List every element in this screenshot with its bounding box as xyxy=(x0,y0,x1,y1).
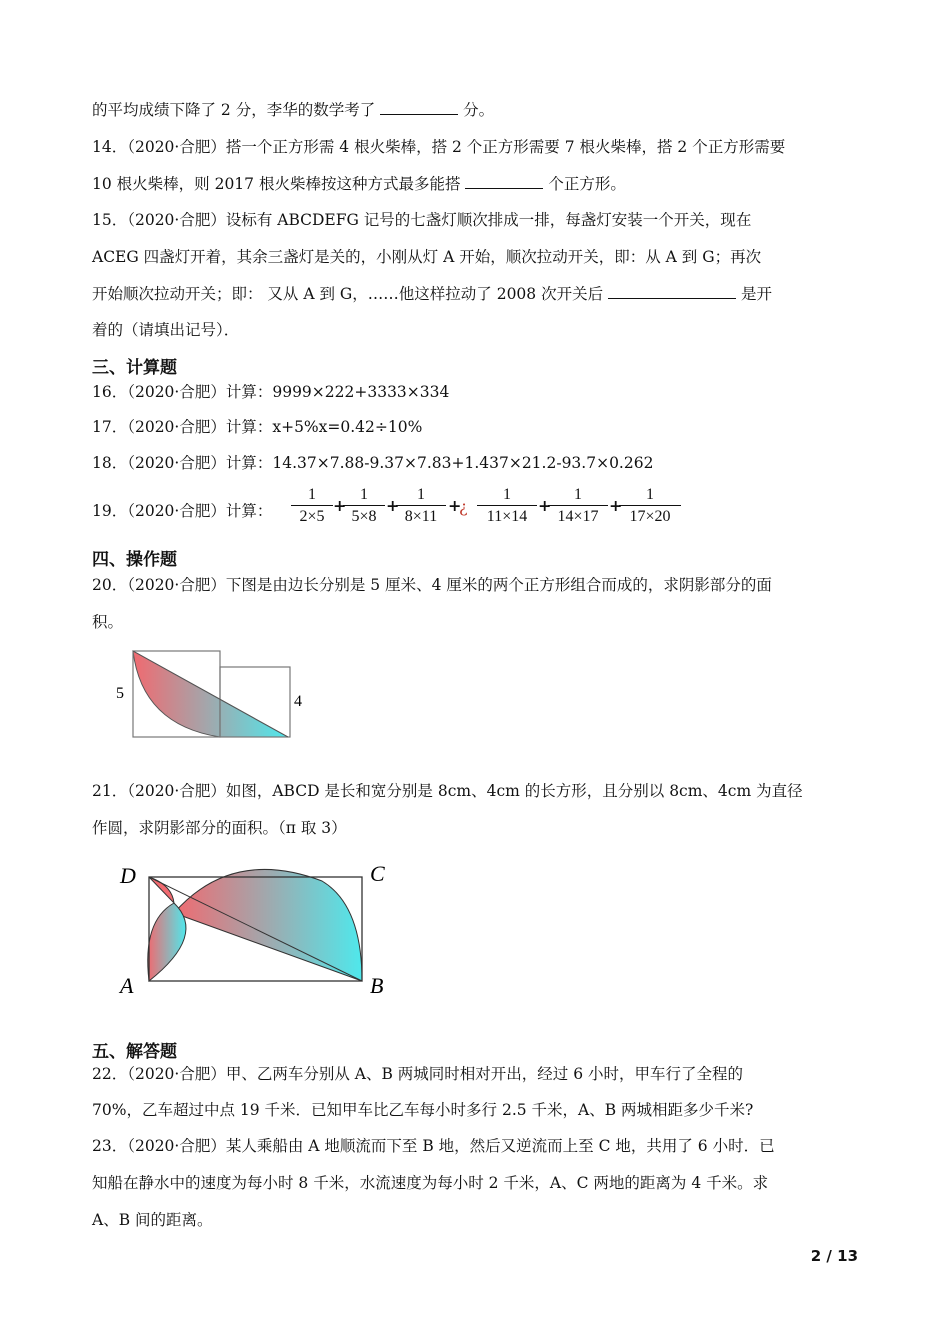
q15-line4: 着的（请填出记号）． xyxy=(92,321,240,339)
section-heading-operation: 四、操作题 xyxy=(92,550,177,570)
plus-sign: + xyxy=(333,496,347,515)
fraction: $\frac{1}{11\times 14}$ xyxy=(477,485,537,528)
fraction: $\frac{1}{14\times 17}$ xyxy=(548,485,608,528)
answer-blank[interactable] xyxy=(465,172,543,189)
q21-line2: 作圆，求阴影部分的面积。（π 取 3） xyxy=(92,819,347,837)
q14-line1: 14．（2020·合肥）搭一个正方形需 4 根火柴棒，搭 2 个正方形需要 7 根火柴棒，搭 2 个正方形需要 xyxy=(92,138,786,156)
q22-line2: 70%，乙车超过中点 19 千米．已知甲车比乙车每小时多行 2.5 千米，A、B 两城相距多少千米? xyxy=(92,1101,754,1119)
q23-line1: 23．（2020·合肥）某人乘船由 A 地顺流而下至 B 地，然后又逆流而上至 C 地，共用了 6 小时．已 xyxy=(92,1137,775,1155)
q15-line2: ACEG 四盏灯开着，其余三盏灯是关的，小刚从灯 A 开始，顺次拉动开关，即：从 A 到 G；再次 xyxy=(92,248,762,266)
q20-line1: 20．（2020·合肥）下图是由边长分别是 5 厘米、4 厘米的两个正方形组合而成的，求阴影部分的面 xyxy=(92,576,772,594)
q15-line3: 开始顺次拉动开关；即： 又从 A 到 G，……他这样拉动了 2008 次开关后 是开 xyxy=(92,282,772,304)
shaded-region-large xyxy=(174,869,362,981)
fraction: $\frac{1}{5\times 8}$ xyxy=(343,485,385,528)
fraction: $\frac{1}{17\times 20}$ xyxy=(619,485,681,528)
answer-blank[interactable] xyxy=(380,98,458,115)
plus-sign: + xyxy=(538,496,552,515)
shaded-region-tip xyxy=(149,877,174,903)
answer-blank[interactable] xyxy=(608,282,736,299)
q23-line2: 知船在静水中的速度为每小时 8 千米，水流速度为每小时 2 千米，A、C 两地的距离为 4 千米。求 xyxy=(92,1174,769,1192)
fraction: $\frac{1}{8\times 11}$ xyxy=(396,485,446,528)
figure-rectangle-semicircles xyxy=(112,855,402,1005)
figure-two-squares xyxy=(108,645,308,745)
plus-sign: + xyxy=(609,496,623,515)
garbled-char: ¿ xyxy=(459,497,468,516)
plus-sign: + xyxy=(448,496,462,515)
label-5: 5 xyxy=(116,685,124,702)
q21-line1: 21．（2020·合肥）如图，ABCD 是长和宽分别是 8cm、4cm 的长方形，且分别以 8cm、4cm 为直径 xyxy=(92,782,803,800)
label-a: A xyxy=(120,973,134,998)
q16: 16．（2020·合肥）计算：9999×222+3333×334 xyxy=(92,383,450,401)
plus-sign: + xyxy=(386,496,400,515)
label-d: D xyxy=(120,863,136,888)
label-4: 4 xyxy=(294,693,302,710)
q18: 18．（2020·合肥）计算：14.37×7.88-9.37×7.83+1.437×21.2-93.7×0.262 xyxy=(92,454,654,472)
q15-line1: 15．（2020·合肥）设标有 ABCDEFG 记号的七盏灯顺次排成一排，每盏灯安装一个开关，现在 xyxy=(92,211,752,229)
q17: 17．（2020·合肥）计算：x+5%x=0.42÷10% xyxy=(92,418,423,436)
fraction: $\frac{1}{2\times 5}$ xyxy=(291,485,333,528)
shaded-region-small xyxy=(148,903,186,981)
q23-line3: A、B 间的距离。 xyxy=(92,1211,213,1229)
q22-line1: 22．（2020·合肥）甲、乙两车分别从 A、B 两城同时相对开出，经过 6 小时，甲车行了全程的 xyxy=(92,1065,744,1083)
label-b: B xyxy=(370,973,384,998)
q19: 19．（2020·合肥）计算： xyxy=(92,502,273,520)
section-heading-calculation: 三、计算题 xyxy=(92,358,177,378)
q14-line2: 10 根火柴棒，则 2017 根火柴棒按这种方式最多能搭 个正方形。 xyxy=(92,172,626,194)
q13-tail: 的平均成绩下降了 2 分，李华的数学考了 分。 xyxy=(92,98,494,120)
q20-line2: 积。 xyxy=(92,613,124,631)
label-c: C xyxy=(370,861,385,886)
page-number: 2 / 13 xyxy=(810,1247,858,1265)
section-heading-answer: 五、解答题 xyxy=(92,1042,177,1062)
